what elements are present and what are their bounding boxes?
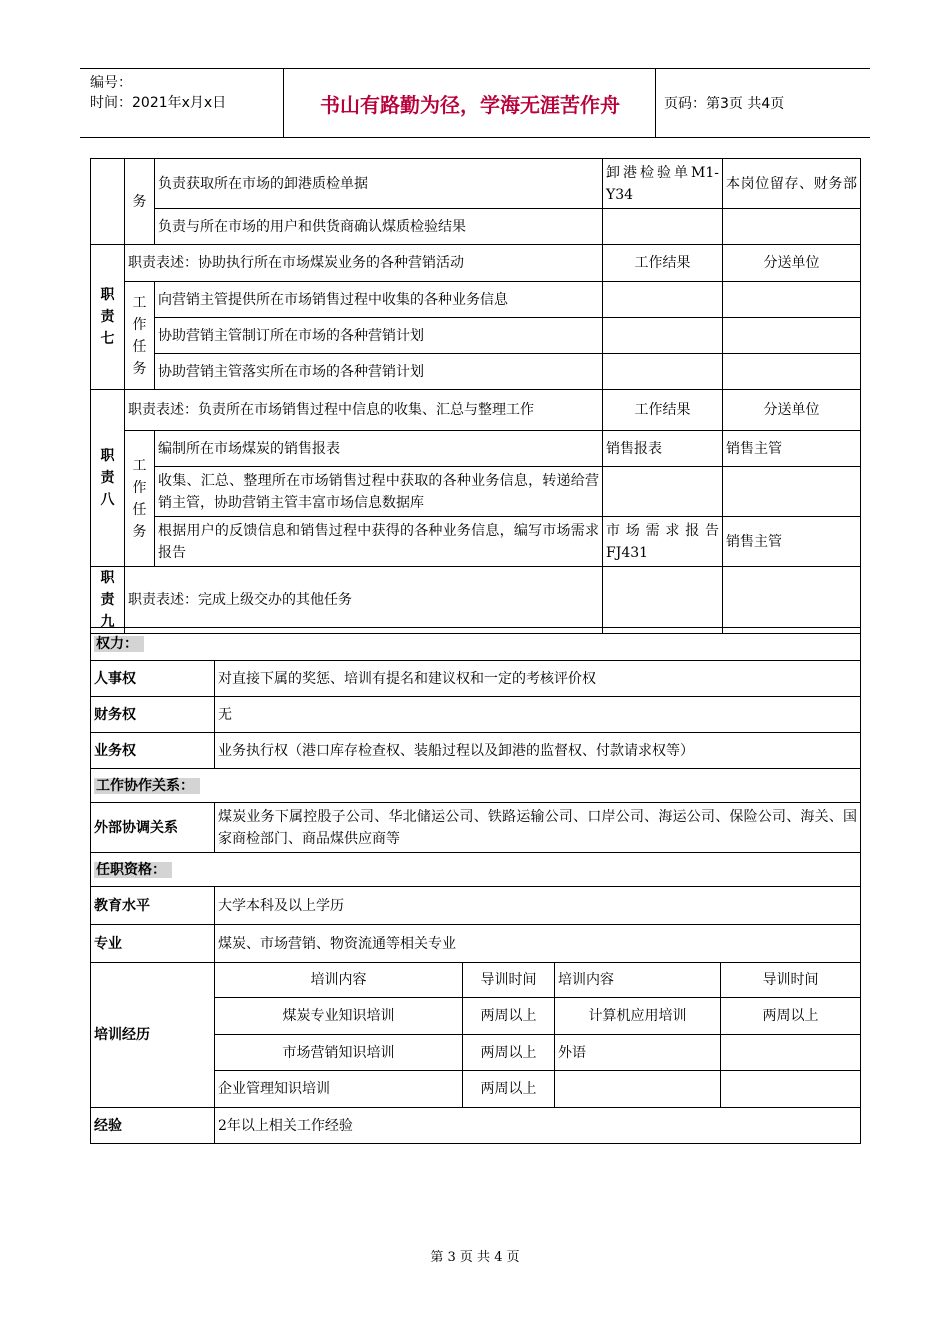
experience-value: 2年以上相关工作经验 [215,1108,861,1144]
task-cell: 协助营销主管制订所在市场的各种营销计划 [155,318,603,354]
result-cell: 销售报表 [603,431,723,467]
cooperation-title: 工作协作关系： [91,769,861,803]
duty9-desc: 职责表述：完成上级交办的其他任务 [125,567,603,634]
experience-label: 经验 [91,1108,215,1144]
table-row [91,887,861,925]
header-divider [655,69,656,137]
duty6-label-cell [91,159,125,245]
table-row [91,697,861,733]
task-cell: 编制所在市场煤炭的销售报表 [155,431,603,467]
power-label: 人事权 [91,661,215,697]
result-cell [603,567,723,634]
table-row [91,318,861,354]
table-row [91,567,861,634]
dest-cell [723,209,861,245]
dest-cell [723,567,861,634]
training-cell: 两周以上 [463,1035,555,1071]
task-cell: 负责获取所在市场的卸港质检单据 [155,159,603,209]
power-qualification-table [90,627,861,1144]
table-row [91,209,861,245]
table-row [91,245,861,282]
duty8-desc: 职责表述：负责所在市场销售过程中信息的收集、汇总与整理工作 [125,390,603,431]
dest-cell [723,354,861,390]
training-header: 培训内容 [215,963,463,998]
dest-cell [723,318,861,354]
result-cell [603,318,723,354]
power-value: 无 [215,697,861,733]
table-row [91,963,861,998]
power-value: 对直接下属的奖惩、培训有提名和建议权和一定的考核评价权 [215,661,861,697]
major-label: 专业 [91,925,215,963]
training-cell: 外语 [555,1035,721,1071]
result-cell: 市场需求报告FJ431 [603,517,723,567]
training-header: 导训时间 [463,963,555,998]
task-cell: 负责与所在市场的用户和供货商确认煤质检验结果 [155,209,603,245]
major-value: 煤炭、市场营销、物资流通等相关专业 [215,925,861,963]
page-footer: 第 3 页 共 4 页 [430,1250,520,1265]
result-header: 工作结果 [603,245,723,282]
task-cell: 收集、汇总、整理所在市场销售过程中获取的各种业务信息，转递给营销主管，协助营销主管丰富市场信息数据库 [155,467,603,517]
table-row [91,925,861,963]
task-cell: 根据用户的反馈信息和销售过程中获得的各种业务信息，编写市场需求报告 [155,517,603,567]
training-header: 导训时间 [721,963,861,998]
table-row [91,1108,861,1144]
page-header [80,68,870,138]
power-title: 权力： [91,628,861,661]
duty7-desc: 职责表述：协助执行所在市场煤炭业务的各种营销活动 [125,245,603,282]
training-cell: 计算机应用培训 [555,998,721,1035]
dest-cell: 本岗位留存、财务部 [723,159,861,209]
duty8-label: 职责八 [91,390,125,567]
table-row [91,354,861,390]
number-label: 编号： [90,75,132,91]
training-cell [721,1035,861,1071]
result-cell [603,354,723,390]
power-value: 业务执行权（港口库存检查权、装船过程以及卸港的监督权、付款请求权等） [215,733,861,769]
page-label: 页码：第3页 共4页 [664,96,785,112]
result-cell [603,282,723,318]
time-label: 时间：2021年x月x日 [90,95,227,111]
table-row [91,282,861,318]
training-cell: 企业管理知识培训 [215,1071,463,1108]
table-row [91,431,861,467]
result-cell [603,209,723,245]
table-row [91,467,861,517]
dest-cell [723,282,861,318]
table-row [91,628,861,661]
table-row [91,769,861,803]
task-cell: 协助营销主管落实所在市场的各种营销计划 [155,354,603,390]
motto: 书山有路勤为径，学海无涯苦作舟 [320,93,620,117]
qualification-title: 任职资格： [91,853,861,887]
duty6-task-label: 务 [125,159,155,245]
training-cell: 市场营销知识培训 [215,1035,463,1071]
dest-header: 分送单位 [723,245,861,282]
duty9-label: 职责九 [91,567,125,634]
header-meta [90,73,226,113]
training-cell: 煤炭专业知识培训 [215,998,463,1035]
task-cell: 向营销主管提供所在市场销售过程中收集的各种业务信息 [155,282,603,318]
training-label: 培训经历 [91,963,215,1108]
dest-cell: 销售主管 [723,517,861,567]
duty7-task-label: 工作任务 [125,282,155,390]
cooperation-label: 外部协调关系 [91,803,215,853]
table-row [91,853,861,887]
training-cell: 两周以上 [463,998,555,1035]
table-row [91,159,861,209]
result-cell [603,467,723,517]
power-label: 业务权 [91,733,215,769]
table-row [91,661,861,697]
duty8-task-label: 工作任务 [125,431,155,567]
training-cell [555,1071,721,1108]
power-label: 财务权 [91,697,215,733]
education-value: 大学本科及以上学历 [215,887,861,925]
result-cell: 卸港检验单M1-Y34 [603,159,723,209]
dest-cell: 销售主管 [723,431,861,467]
training-cell: 两周以上 [721,998,861,1035]
duties-table [90,158,861,634]
table-row [91,517,861,567]
cooperation-value: 煤炭业务下属控股子公司、华北储运公司、铁路运输公司、口岸公司、海运公司、保险公司、海关、国家商检部门、商品煤供应商等 [215,803,861,853]
result-header: 工作结果 [603,390,723,431]
training-cell: 两周以上 [463,1071,555,1108]
table-row [91,803,861,853]
dest-cell [723,467,861,517]
table-row [91,733,861,769]
training-cell [721,1071,861,1108]
table-row [91,390,861,431]
duty7-label: 职责七 [91,245,125,390]
training-header: 培训内容 [555,963,721,998]
education-label: 教育水平 [91,887,215,925]
dest-header: 分送单位 [723,390,861,431]
